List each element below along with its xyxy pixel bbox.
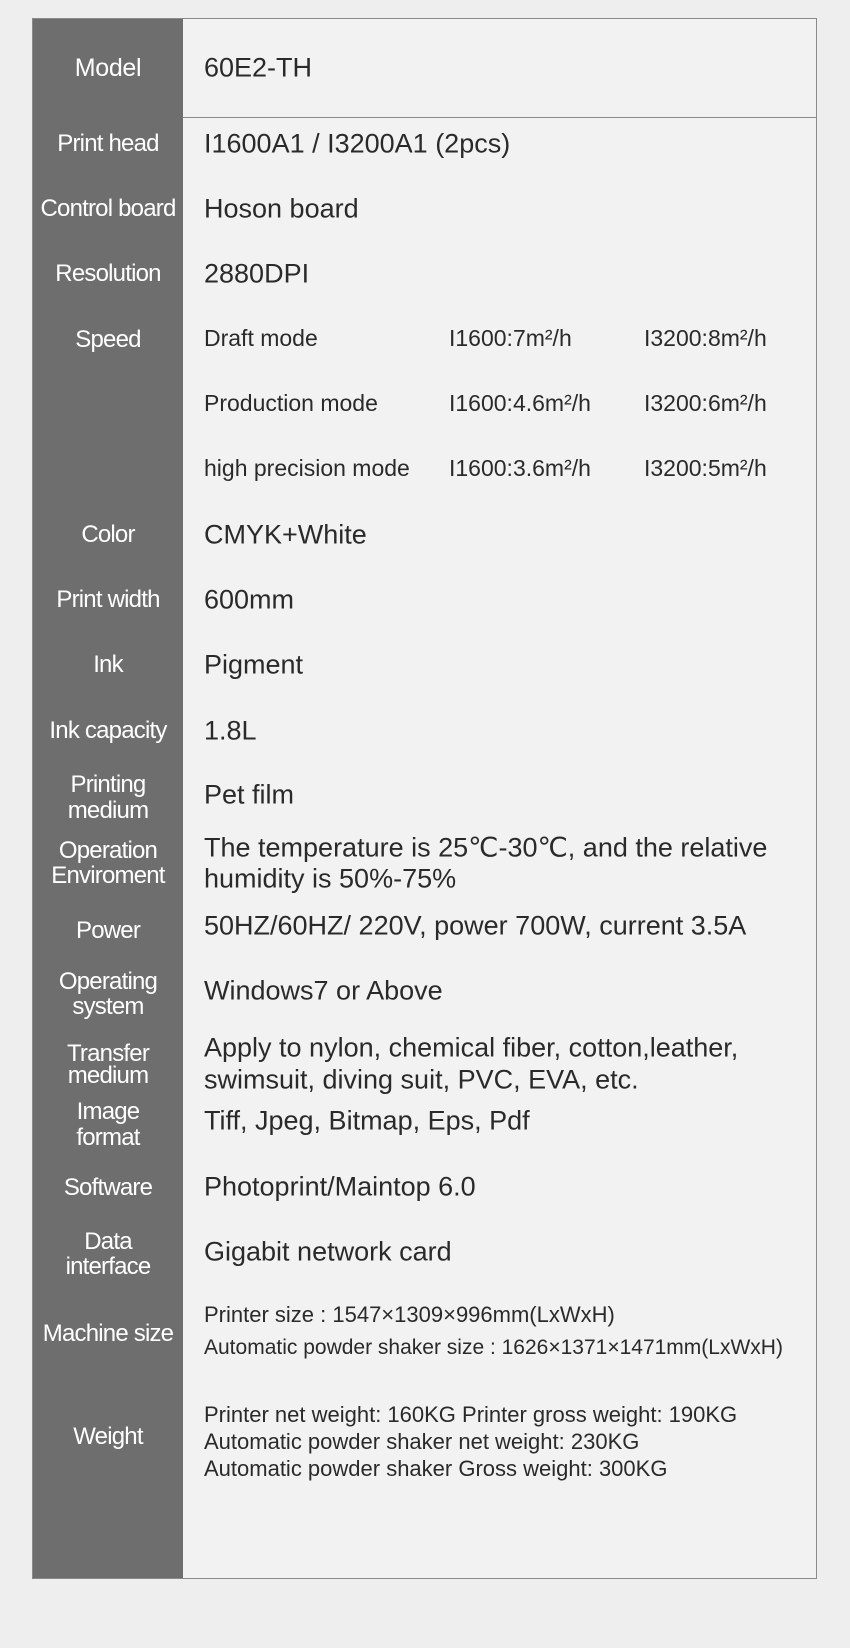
label-color: Color	[81, 521, 135, 548]
label-image-format-1: Image	[76, 1098, 140, 1125]
value-ink-capacity: 1.8L	[204, 715, 257, 746]
value-machine-size-1: Printer size : 1547×1309×996mm(LxWxH)	[204, 1302, 615, 1327]
value-operation-environment-1: The temperature is 25℃-30℃, and the relative	[204, 832, 768, 863]
value-data-interface: Gigabit network card	[204, 1236, 452, 1267]
value-weight-2: Automatic powder shaker net weight: 230KG	[204, 1429, 640, 1454]
speed-i1600: I1600:3.6m²/h	[449, 455, 591, 481]
model-divider	[183, 117, 816, 118]
label-machine-size: Machine size	[42, 1320, 174, 1347]
speed-i3200: I3200:5m²/h	[644, 455, 767, 481]
label-weight: Weight	[73, 1423, 143, 1450]
label-printing-medium-2: medium	[67, 797, 149, 824]
speed-mode: Production mode	[204, 390, 378, 416]
label-power: Power	[75, 917, 141, 944]
label-transfer-medium-1: Transfer	[66, 1040, 150, 1067]
label-ink-capacity: Ink capacity	[49, 717, 167, 744]
label-model: Model	[74, 54, 142, 82]
label-image-format-2: format	[76, 1124, 140, 1151]
value-transfer-medium-1: Apply to nylon, chemical fiber, cotton,leather,	[204, 1032, 739, 1063]
label-operation-environment-1: Operation	[58, 837, 158, 864]
label-print-width: Print width	[56, 586, 160, 613]
label-printing-medium-1: Printing	[70, 771, 146, 798]
value-machine-size-2: Automatic powder shaker size : 1626×1371×1471mm(LxWxH)	[204, 1336, 783, 1359]
label-speed: Speed	[75, 326, 141, 353]
label-data-interface-2: interface	[65, 1253, 151, 1280]
value-color: CMYK+White	[204, 519, 367, 550]
speed-mode: Draft mode	[204, 325, 318, 351]
value-model: 60E2-TH	[204, 52, 313, 83]
value-weight-3: Automatic powder shaker Gross weight: 300KG	[204, 1456, 668, 1481]
value-transfer-medium-2: swimsuit, diving suit, PVC, EVA, etc.	[204, 1064, 639, 1095]
value-print-width: 600mm	[204, 584, 295, 615]
speed-i1600: I1600:7m²/h	[449, 325, 572, 351]
spec-table	[32, 18, 817, 1579]
value-image-format: Tiff, Jpeg, Bitmap, Eps, Pdf	[204, 1105, 530, 1136]
label-transfer-medium-2: medium	[67, 1062, 149, 1089]
value-control-board: Hoson board	[204, 193, 359, 224]
value-print-head: I1600A1 / I3200A1 (2pcs)	[204, 128, 511, 159]
speed-i3200: I3200:8m²/h	[644, 325, 767, 351]
value-software: Photoprint/Maintop 6.0	[204, 1171, 476, 1202]
label-print-head: Print head	[57, 130, 159, 157]
label-control-board: Control board	[40, 195, 176, 222]
value-ink: Pigment	[204, 649, 304, 680]
speed-i1600: I1600:4.6m²/h	[449, 390, 591, 416]
speed-i3200: I3200:6m²/h	[644, 390, 767, 416]
value-resolution: 2880DPI	[204, 258, 310, 289]
label-data-interface-1: Data	[84, 1228, 132, 1255]
value-power: 50HZ/60HZ/ 220V, power 700W, current 3.5A	[204, 910, 747, 941]
label-resolution: Resolution	[55, 260, 161, 287]
value-operation-environment-2: humidity is 50%-75%	[204, 863, 457, 894]
value-printing-medium: Pet film	[204, 779, 295, 810]
label-operating-system-1: Operating	[58, 968, 158, 995]
label-operation-environment-2: Enviroment	[51, 862, 165, 889]
speed-mode: high precision mode	[204, 455, 410, 481]
value-weight-1: Printer net weight: 160KG Printer gross weight: 190KG	[204, 1402, 738, 1427]
value-operating-system: Windows7 or Above	[204, 975, 443, 1006]
label-operating-system-2: system	[72, 993, 144, 1020]
label-ink: Ink	[93, 651, 123, 678]
label-software: Software	[63, 1174, 153, 1201]
